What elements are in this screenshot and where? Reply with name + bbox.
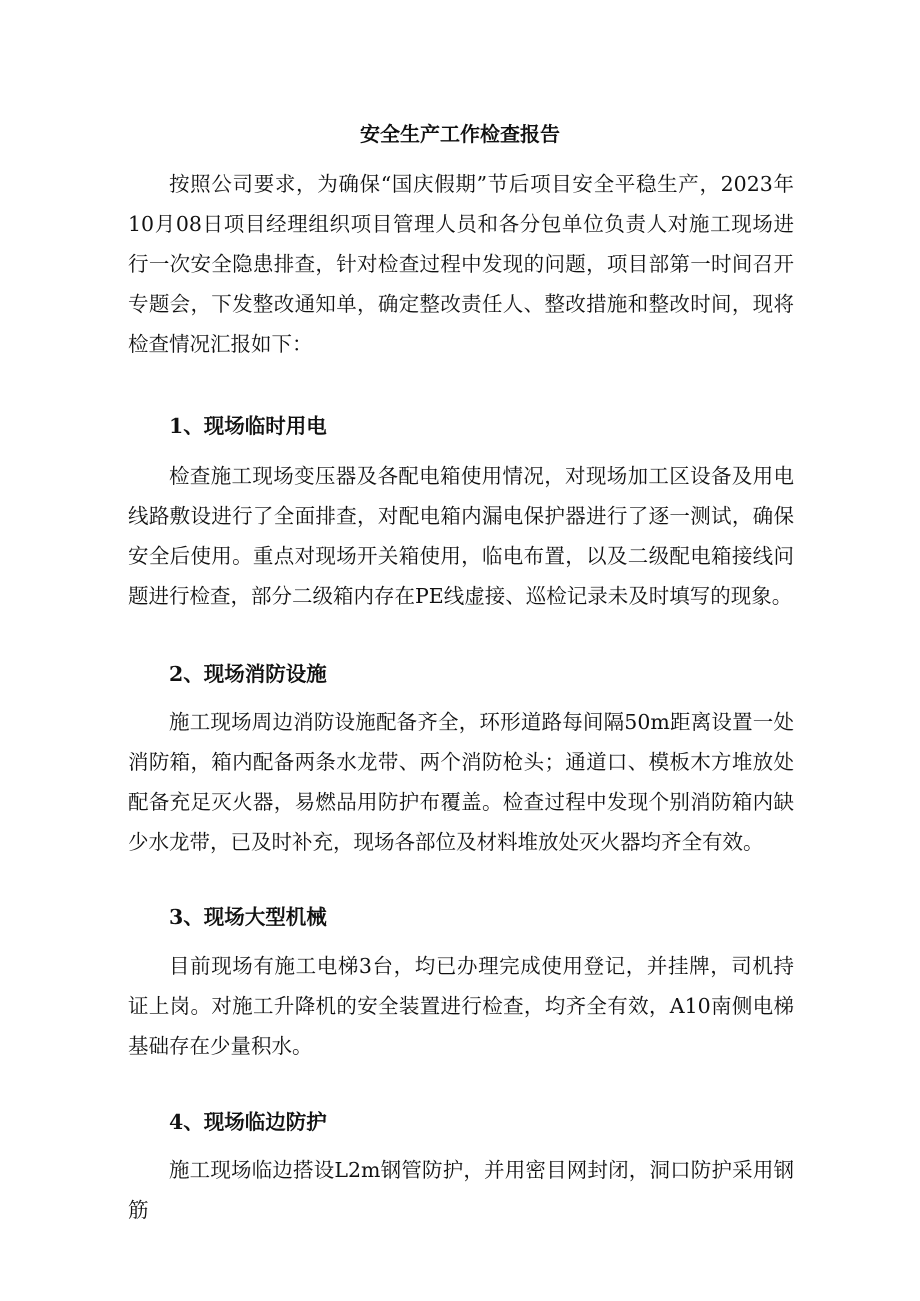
section-body-electricity: 检查施工现场变压器及各配电箱使用情况，对现场加工区设备及用电线路敷设进行了全面排查，对配电箱内漏电保护器进行了逐一测试，确保安全后使用。重点对现场开关箱使用，临电布置，以及二级配电箱接线问题进行检查，部分二级箱内存在PE线虚接、巡检记录未及时填写的现象。: [128, 464, 794, 608]
section-body-edge-protection: 施工现场临边搭设L2m钢管防护，并用密目网封闭，洞口防护采用钢筋: [128, 1158, 794, 1222]
report-title: 安全生产工作检查报告: [360, 122, 560, 146]
section-heading-electricity: 1、现场临时用电: [169, 414, 327, 438]
section-body-machinery: 目前现场有施工电梯3台，均已办理完成使用登记，并挂牌，司机持证上岗。对施工升降机的安全装置进行检查，均齐全有效，A10南侧电梯基础存在少量积水。: [128, 954, 794, 1058]
section-heading-fire: 2、现场消防设施: [169, 662, 327, 686]
section-heading-edge-protection: 4、现场临边防护: [169, 1110, 327, 1134]
section-body-fire: 施工现场周边消防设施配备齐全，环形道路每间隔50m距离设置一处消防箱，箱内配备两条水龙带、两个消防枪头；通道口、模板木方堆放处配备充足灭火器，易燃品用防护布覆盖。检查过程中发现个别消防箱内缺少水龙带，已及时补充，现场各部位及材料堆放处灭火器均齐全有效。: [128, 710, 794, 854]
intro-paragraph: 按照公司要求，为确保“国庆假期”节后项目安全平稳生产，2023年10月08日项目经理组织项目管理人员和各分包单位负责人对施工现场进行一次安全隐患排查，针对检查过程中发现的问题，项目部第一时间召开专题会，下发整改通知单，确定整改责任人、整改措施和整改时间，现将检查情况汇报如下：: [128, 172, 794, 356]
section-heading-machinery: 3、现场大型机械: [169, 905, 327, 929]
